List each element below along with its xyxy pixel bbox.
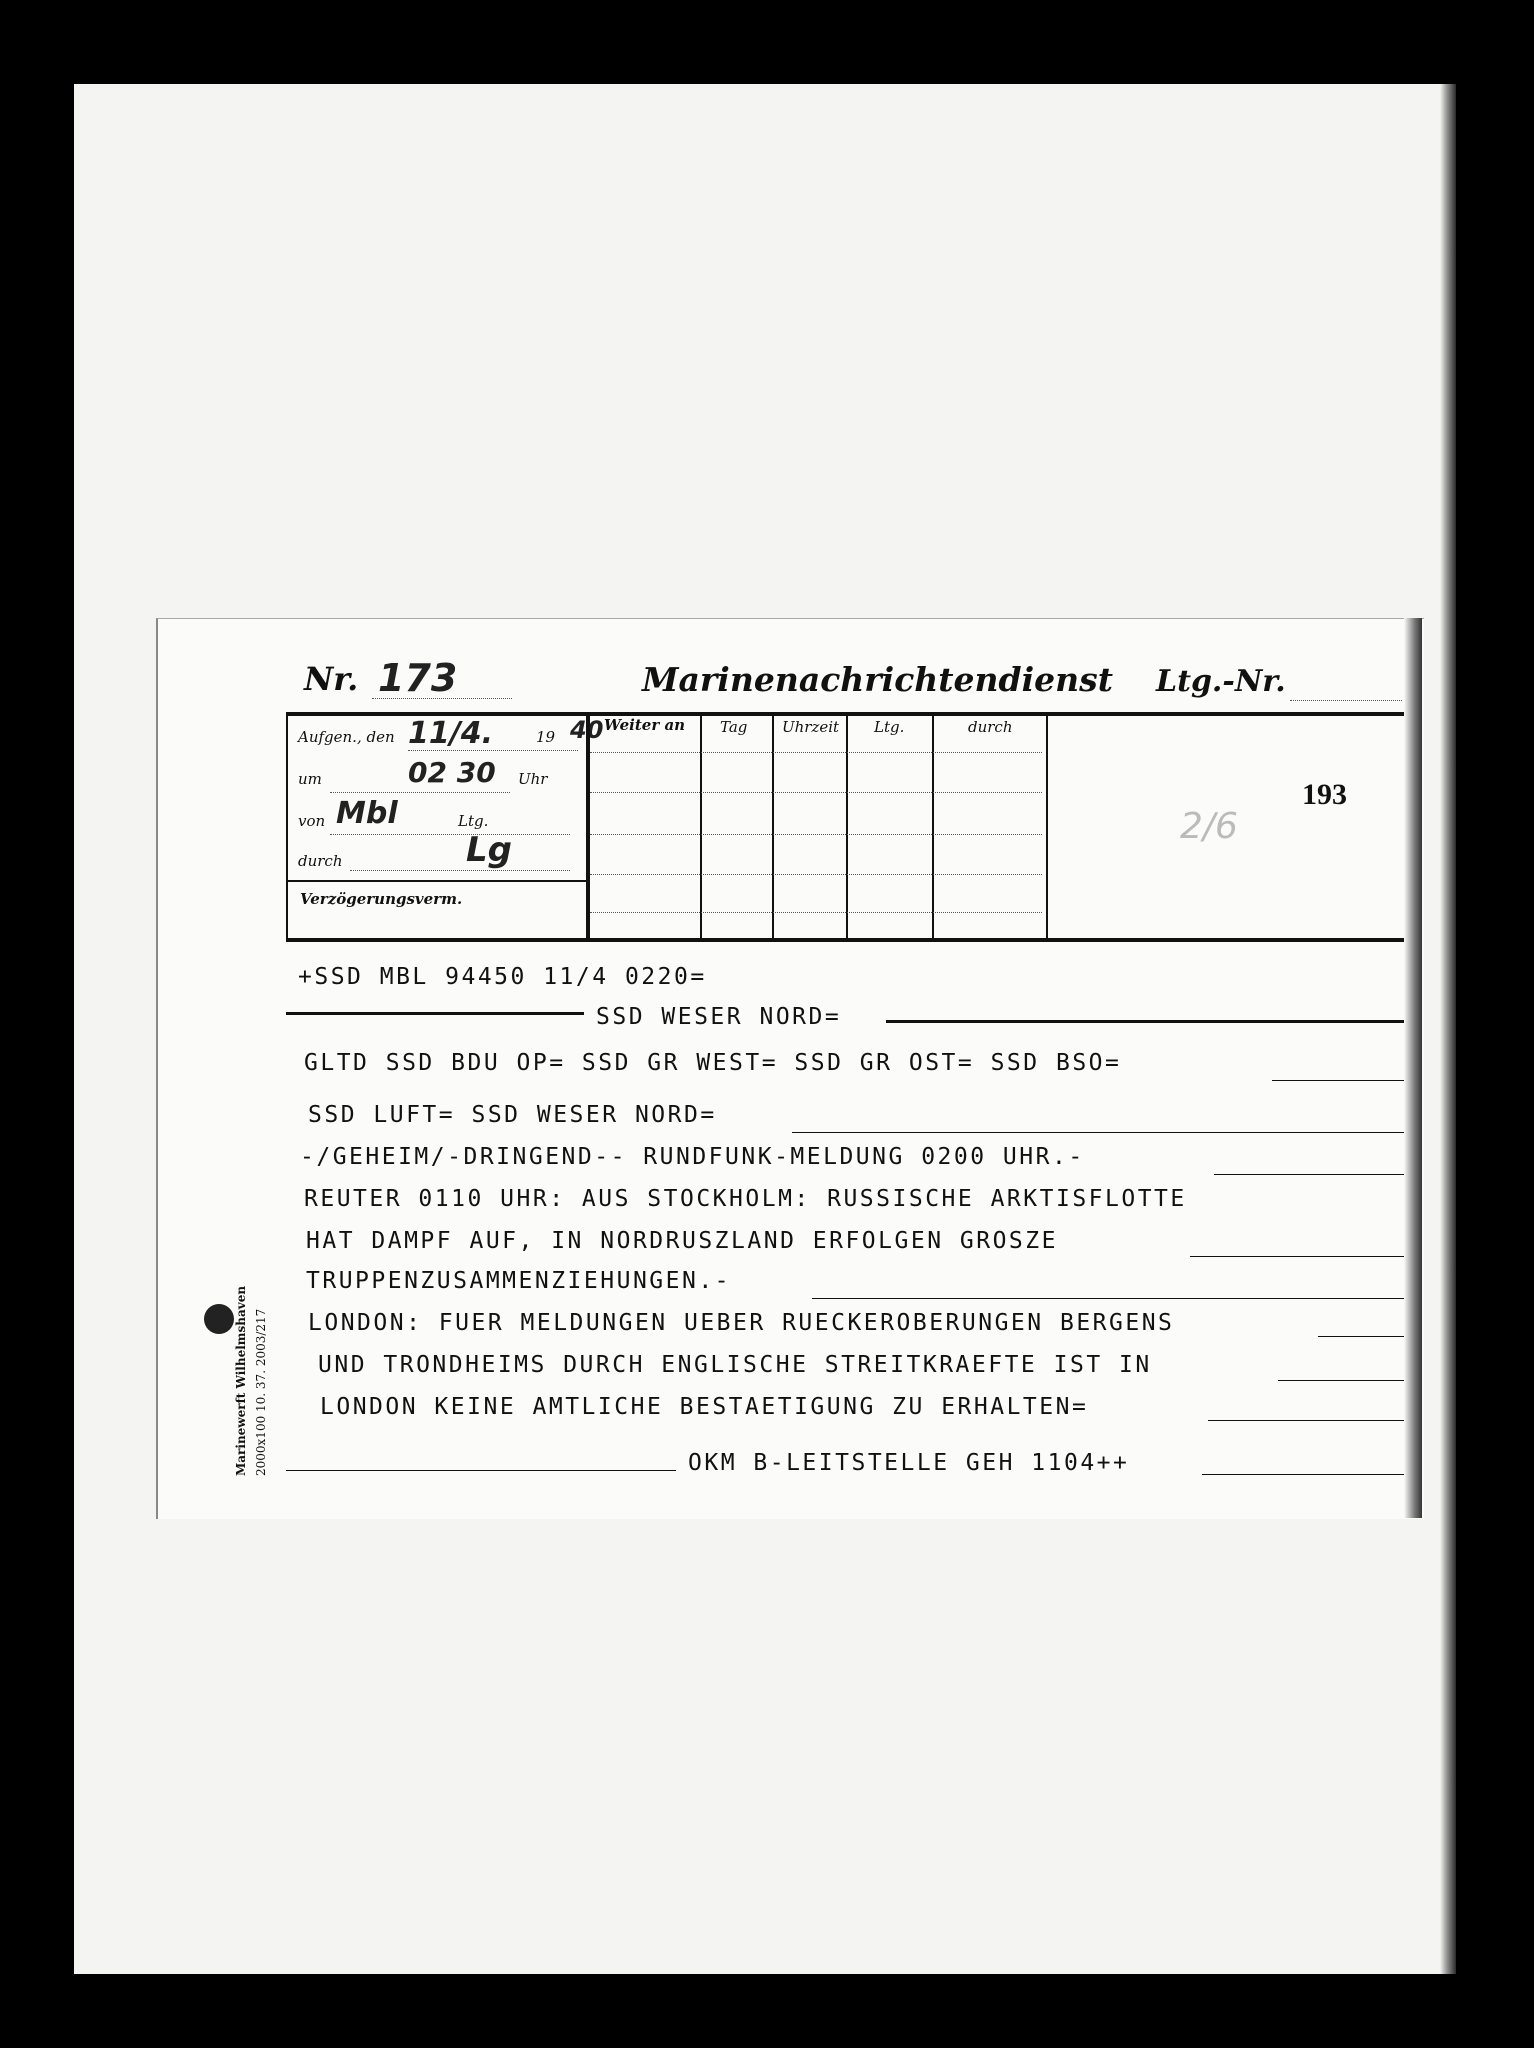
table-row-line bbox=[590, 834, 1042, 835]
message-rule-11 bbox=[1208, 1420, 1404, 1421]
table-divider-left bbox=[586, 712, 590, 938]
message-rule-7 bbox=[1190, 1256, 1404, 1257]
year-prefix: 19 bbox=[536, 728, 556, 746]
table-row-line bbox=[590, 752, 1042, 753]
message-rule-9 bbox=[1318, 1336, 1404, 1337]
verzoegerung-label: Verzögerungsverm. bbox=[300, 890, 463, 908]
punch-mark bbox=[204, 1304, 234, 1334]
message-line-9: LONDON: FUER MELDUNGEN UEBER RUECKEROBERUNGEN BERGENS bbox=[308, 1310, 1175, 1336]
table-divider-1 bbox=[700, 712, 702, 938]
message-rule-12b bbox=[1202, 1474, 1404, 1475]
table-divider-right bbox=[1046, 712, 1048, 938]
table-row-line bbox=[590, 874, 1042, 875]
von-label: von bbox=[298, 812, 326, 830]
nr-value: 173 bbox=[378, 656, 458, 700]
durch-underline bbox=[350, 870, 570, 871]
col-uhrzeit: Uhrzeit bbox=[782, 718, 840, 736]
table-row-line bbox=[590, 792, 1042, 793]
imprint-line-1: Marinewerft Wilhelmshaven bbox=[234, 1285, 248, 1476]
von-value: Mbl bbox=[336, 796, 398, 831]
durch-label: durch bbox=[298, 852, 343, 870]
message-line-11: LONDON KEINE AMTLICHE BESTAETIGUNG ZU ERHALTEN= bbox=[320, 1394, 1089, 1420]
message-line-8: TRUPPENZUSAMMENZIEHUNGEN.- bbox=[306, 1268, 732, 1294]
aufgen-underline bbox=[408, 750, 578, 751]
table-divider-4 bbox=[932, 712, 934, 938]
message-rule-10 bbox=[1278, 1380, 1404, 1381]
aufgen-value: 11/4. bbox=[408, 716, 493, 751]
verzoegerung-rule bbox=[286, 880, 586, 882]
message-rule-4 bbox=[792, 1132, 1404, 1133]
um-label: um bbox=[298, 770, 322, 788]
message-line-6: REUTER 0110 UHR: AUS STOCKHOLM: RUSSISCHE ARKTISFLOTTE bbox=[304, 1186, 1187, 1212]
message-line-1: +SSD MBL 94450 11/4 0220= bbox=[298, 964, 707, 990]
message-line-4: SSD LUFT= SSD WESER NORD= bbox=[308, 1102, 717, 1128]
sheet-shadow-edge bbox=[1440, 84, 1456, 1974]
message-rule-5 bbox=[1214, 1174, 1404, 1175]
message-line-2: SSD WESER NORD= bbox=[596, 1004, 842, 1030]
message-line-5: -/GEHEIM/-DRINGEND-- RUNDFUNK-MELDUNG 0200 UHR.- bbox=[300, 1144, 1085, 1170]
left-form-border bbox=[286, 712, 288, 940]
printed-number: 193 bbox=[1302, 778, 1347, 811]
year-value: 40 bbox=[570, 716, 604, 744]
message-rule-8 bbox=[812, 1298, 1404, 1299]
nr-underline bbox=[372, 698, 512, 699]
table-row-line bbox=[590, 912, 1042, 913]
message-rule-1b bbox=[886, 1020, 1404, 1023]
col-durch: durch bbox=[968, 718, 1013, 736]
message-rule-1a bbox=[286, 1012, 584, 1015]
message-line-7: HAT DAMPF AUF, IN NORDRUSZLAND ERFOLGEN GROSZE bbox=[306, 1228, 1058, 1254]
pencil-number: 2/6 bbox=[1180, 806, 1238, 847]
body-rule bbox=[286, 938, 1404, 942]
message-line-10: UND TRONDHEIMS DURCH ENGLISCHE STREITKRAEFTE IST IN bbox=[318, 1352, 1152, 1378]
col-weiter-an: Weiter an bbox=[604, 716, 686, 734]
col-tag: Tag bbox=[720, 718, 748, 736]
message-line-3: GLTD SSD BDU OP= SSD GR WEST= SSD GR OST= SSD BSO= bbox=[304, 1050, 1122, 1076]
durch-value: Lg bbox=[466, 830, 513, 870]
aufgen-label: Aufgen., den bbox=[298, 728, 395, 746]
imprint-line-2: 2000x100 10. 37. 2003/217 bbox=[254, 1308, 268, 1476]
table-divider-3 bbox=[846, 712, 848, 938]
ltg-nr-underline bbox=[1290, 700, 1402, 701]
table-divider-2 bbox=[772, 712, 774, 938]
um-underline bbox=[330, 792, 510, 793]
form-title: Marinenachrichtendienst bbox=[642, 660, 1113, 699]
von-underline bbox=[330, 834, 570, 835]
ltg-label: Ltg. bbox=[458, 812, 489, 830]
col-ltg: Ltg. bbox=[874, 718, 905, 736]
um-value: 02 30 bbox=[408, 756, 496, 789]
message-rule-3 bbox=[1272, 1080, 1404, 1081]
form-shadow-edge bbox=[1404, 618, 1422, 1518]
nr-label: Nr. bbox=[304, 660, 359, 698]
ltg-nr-label: Ltg.-Nr. bbox=[1156, 664, 1286, 699]
message-rule-12 bbox=[286, 1470, 676, 1471]
uhr-label: Uhr bbox=[518, 770, 548, 788]
message-line-12: OKM B-LEITSTELLE GEH 1104++ bbox=[688, 1450, 1130, 1476]
